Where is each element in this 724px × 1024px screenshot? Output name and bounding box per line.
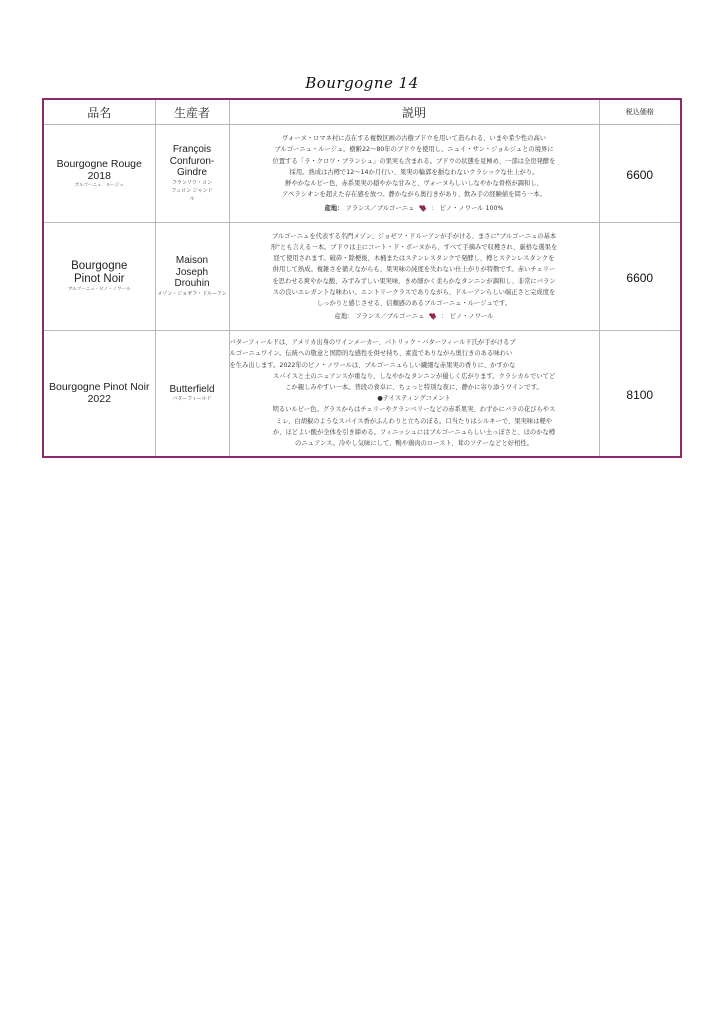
- tasting-line: か、ほどよい酸が全体を引き締める。フィニッシュにはブルゴーニュらしい土っぽさと、ほのかな樽: [272, 428, 556, 436]
- description-line: 鮮やかなルビー色、赤系果実の穏やかな甘みと、ヴォーヌらしいしなやかな骨格が調和し、: [285, 180, 543, 188]
- grape-icon: [418, 204, 427, 212]
- wine-name-cell: [43, 331, 155, 457]
- origin-label: 産地：: [324, 204, 344, 212]
- description-cell: [229, 125, 599, 223]
- price-cell: [599, 223, 681, 331]
- wine-list-table: [42, 98, 682, 458]
- tasting-line: ミレ、白胡椒のようなスパイス香がふんわりと立ちのぼる。口当たりはシルキーで、果実味は軽や: [275, 417, 553, 425]
- price-value: 6600: [626, 271, 654, 285]
- description-cell: [229, 223, 599, 331]
- wine-name-kana: ブルゴーニュ ルージュ: [74, 183, 124, 188]
- table-row: [43, 125, 681, 223]
- header-name: 品名: [43, 99, 155, 125]
- description-line: ルゴーニュワイン。伝統への敬意と国際的な感性を併せ持ち、素直でありながら奥行きのある味わい: [229, 350, 513, 358]
- description-line: を思わせる爽やかな酸、みずみずしい果実味、きめ細かく柔らかなタンニンが調和し、非常にバラン: [272, 277, 556, 285]
- description-line: 位置する「ラ・クロワ・ブランシュ」の果実も含まれる。ブドウの状態を見極め、一部は全房発酵を: [272, 157, 556, 165]
- description-line: アペラシオンを超えた存在感を放つ。静かながら奥行きがあり、飲み手の経験値を問う一本。: [282, 191, 546, 199]
- description-line: しっかりと感じさせる、信頼感のあるブルゴーニュ・ルージュです。: [316, 299, 512, 307]
- producer-kana: バターフィールド: [172, 396, 212, 402]
- tasting-line: のニュアンス。冷やし気味にして、鴨や鶏肉のロースト、茸のソテーなどと好相性。: [295, 440, 533, 448]
- origin-value: フランス／ブルゴーニュ: [345, 204, 415, 212]
- description-line: ブルゴーニュ・ルージュ。樹齢22〜80年のブドウを使用し、ニュイ・サン・ジョルジュとの境界に: [274, 146, 554, 154]
- producer-cell: [155, 223, 229, 331]
- table-row: [43, 331, 681, 457]
- header-description: 説明: [229, 99, 599, 125]
- producer-cell: [155, 125, 229, 223]
- grape-separator: ：: [431, 204, 438, 212]
- description-cell: [229, 331, 599, 457]
- description-line: を生み出します。2022年のピノ・ノワールは、ブルゴーニュらしい繊細な赤果実の香りに、かすかな: [229, 361, 516, 369]
- producer-cell: [155, 331, 229, 457]
- wine-name-cell: [43, 223, 155, 331]
- producer-name: François Confuron-Gindre: [169, 144, 215, 179]
- description-line: こか親しみやすい一本。普段の食卓に、ちょっと特別な夜に、静かに寄り添うワインです。: [285, 384, 543, 392]
- price-value: 8100: [626, 387, 654, 402]
- table-header-row: [43, 99, 681, 125]
- header-price: 税込価格: [599, 99, 681, 125]
- grape-value: ピノ・ノワール 100%: [439, 204, 504, 212]
- description-line: スの良いエレガントな味わい。エントリークラスでありながら、ドルーアンらしい端正さと完成度を: [272, 288, 556, 296]
- page-title: Bourgogne 14: [305, 74, 419, 92]
- wine-name-cell: [43, 125, 155, 223]
- price-value: 6600: [626, 168, 654, 182]
- wine-name-kana: ブルゴーニュ・ピノ・ノワール: [67, 287, 131, 292]
- origin-label: 産地：: [334, 313, 354, 321]
- origin-line: [230, 311, 599, 322]
- description-line: ブルゴーニュを代表する名門メゾン、ジョゼフ・ドルーアンが手がける、まさに"ブルゴーニュの基本: [271, 232, 557, 240]
- producer-name: Butterfield: [169, 383, 215, 395]
- grape-icon: [428, 312, 437, 320]
- origin-line: [230, 203, 599, 214]
- description-line: ヴォーヌ・ロマネ村に点在する複数区画の古樹ブドウを用いて造られる、いまや希少性の高い: [281, 135, 547, 143]
- description-line: 経て使用されます。破砕・除梗後、木桶またはステンレスタンクで発酵し、樽とステンレスタンクを: [273, 255, 555, 263]
- price-cell: [599, 125, 681, 223]
- tasting-heading: ●テイスティングコメント: [377, 395, 451, 403]
- header-producer: 生産者: [155, 99, 229, 125]
- wine-name: Bourgogne Rouge 2018: [56, 158, 142, 182]
- tasting-line: 明るいルビー色。グラスからはチェリーやクランベリーなどの赤系果実、わずかにバラの花びらやス: [272, 406, 556, 414]
- description-line: 形"とも言える一本。ブドウは主にコート・ド・ボーヌから、すべて手摘みで収穫され、厳格な選果を: [270, 243, 558, 251]
- price-cell: [599, 331, 681, 457]
- producer-name: Maison Joseph Drouhin: [174, 255, 210, 290]
- producer-kana: メゾン・ジョゼフ・ドルーアン: [157, 290, 227, 297]
- description-line: スパイスと土のニュアンスが重なり、しなやかなタンニンが優しく広がります。クラシカルでいてど: [272, 372, 556, 380]
- wine-name: Bourgogne Pinot Noir: [71, 260, 128, 285]
- grape-separator: ：: [441, 313, 448, 321]
- table-row: [43, 223, 681, 331]
- grape-value: ピノ・ノワール: [449, 313, 494, 321]
- producer-kana: フランソワ・コンフュロン ジャンドル: [171, 179, 213, 202]
- wine-name: Bourgogne Pinot Noir 2022: [49, 381, 150, 406]
- origin-value: フランス／ブルゴーニュ: [355, 313, 425, 321]
- description-line: バターフィールドは、アメリカ出身のワインメーカー、パトリック・バターフィールド氏が手がけるブ: [229, 339, 516, 347]
- description-line: 併用して熟成。複雑さを備えながらも、果実味の純度を失わない仕上がりが特徴です。赤いチェリー: [272, 266, 556, 274]
- description-line: 採用。熟成は古樽で12〜14か月行い、果実の輪郭を損なわないクラシックな仕上がり。: [289, 168, 539, 176]
